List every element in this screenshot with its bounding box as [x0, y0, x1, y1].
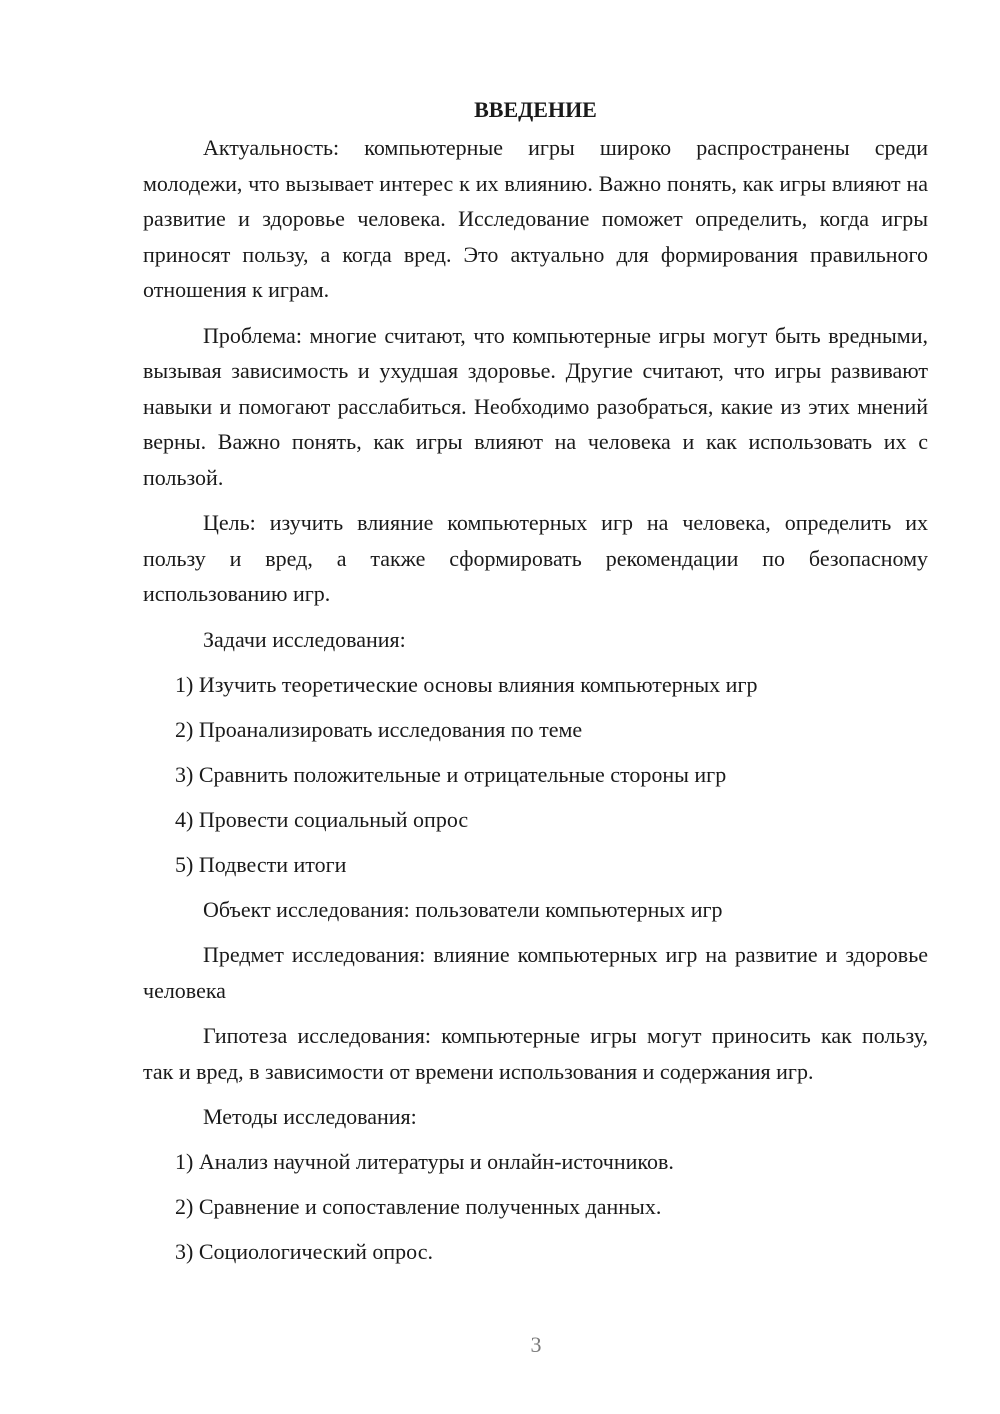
list-item: 1) Анализ научной литературы и онлайн-источников. [175, 1149, 674, 1174]
list-item: 4) Провести социальный опрос [175, 806, 469, 832]
page-number: 3 [530, 1332, 542, 1357]
hypothesis-paragraph: Гипотеза исследования: компьютерные игры могут приносить как пользу, так и вред, в зависимости от времени использования и содержания игр. [143, 1023, 928, 1084]
tasks-label: Задачи исследования: [203, 626, 406, 652]
section-heading: ВВЕДЕНИЕ [474, 97, 597, 122]
object-paragraph: Объект исследования: пользователи компьютерных игр [203, 896, 723, 922]
list-item: 3) Социологический опрос. [175, 1239, 433, 1264]
tasks-list [143, 667, 928, 882]
methods-label: Методы исследования: [203, 1104, 417, 1129]
relevance-paragraph: Актуальность: компьютерные игры широко распространены среди молодежи, что вызывает интерес к их влиянию. Важно понять, как игры влияют на развитие и здоровье человека. Исследование поможет определить, когда игры приносят пользу, а когда вред. Это актуально для формирования правильного отношения к играм. [143, 135, 928, 302]
list-item: 3) Сравнить положительные и отрицательные стороны игр [175, 761, 727, 787]
problem-paragraph: Проблема: многие считают, что компьютерные игры могут быть вредными, вызывая зависимость и ухудшая здоровье. Другие считают, что игры развивают навыки и помогают расслабиться. Необходимо разобраться, какие из этих мнений верны. Важно понять, как игры влияют на человека и как использовать их с пользой. [143, 322, 928, 490]
subject-paragraph: Предмет исследования: влияние компьютерных игр на развитие и здоровье человека [143, 942, 928, 1003]
methods-list [143, 1144, 928, 1269]
document-page [143, 92, 928, 1279]
list-item: 2) Сравнение и сопоставление полученных данных. [175, 1194, 662, 1219]
list-item: 2) Проанализировать исследования по теме [175, 716, 583, 742]
list-item: 5) Подвести итоги [175, 851, 347, 877]
goal-paragraph: Цель: изучить влияние компьютерных игр на человека, определить их пользу и вред, а также сформировать рекомендации по безопасному использованию игр. [143, 510, 928, 606]
list-item: 1) Изучить теоретические основы влияния компьютерных игр [175, 671, 758, 697]
